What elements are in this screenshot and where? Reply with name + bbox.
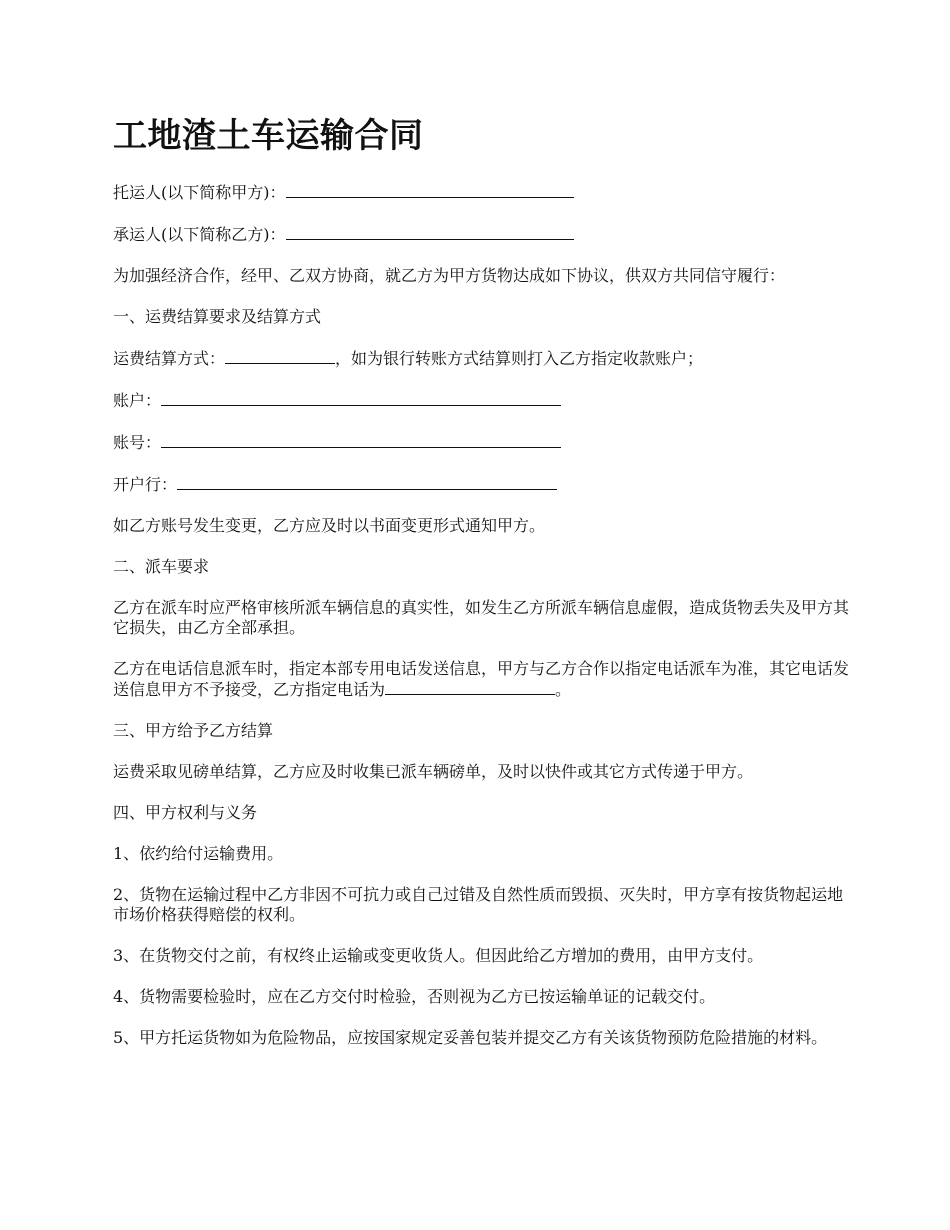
carrier-blank: [286, 224, 574, 240]
dispatch-p2-suffix: 。: [555, 680, 572, 699]
list-item: 3、在货物交付之前，有权终止运输或变更收货人。但因此给乙方增加的费用，由甲方支付。: [113, 946, 764, 965]
settlement-prefix: 运费结算方式：: [113, 349, 226, 368]
account-blank: [161, 390, 561, 406]
shipper-line: [113, 182, 853, 203]
carrier-label: 承运人(以下简称乙方)：: [113, 225, 286, 244]
list-item: 4、货物需要检验时，应在乙方交付时检验，否则视为乙方已按运输单证的记载交付。: [113, 987, 716, 1006]
account-line: [113, 390, 853, 411]
list-item: 1、依约给付运输费用。: [113, 844, 284, 863]
bank-blank: [177, 474, 557, 490]
account-number-blank: [161, 432, 561, 448]
settlement-blank: [225, 348, 335, 364]
shipper-blank: [286, 182, 574, 198]
account-number-line: [113, 432, 853, 453]
document-page: [113, 112, 853, 1069]
settlement-paragraph: 运费采取见磅单结算，乙方应及时收集已派车辆磅单，及时以快件或其它方式传递于甲方。: [113, 762, 754, 781]
phone-blank: [385, 679, 555, 695]
document-title: 工地渣土车运输合同: [113, 116, 424, 156]
intro-paragraph: 为加强经济合作，经甲、乙双方协商，就乙方为甲方货物达成如下协议，供双方共同信守履行：: [113, 266, 786, 285]
bank-line: [113, 474, 853, 495]
carrier-line: [113, 224, 853, 245]
shipper-label: 托运人(以下简称甲方)：: [113, 183, 286, 202]
dispatch-paragraph-1: 乙方在派车时应严格审核所派车辆信息的真实性，如发生乙方所派车辆信息虚假，造成货物丢失及甲方其它损失，由乙方全部承担。: [113, 598, 850, 637]
dispatch-paragraph-2: [113, 659, 853, 700]
section-1-heading: 一、运费结算要求及结算方式: [113, 307, 322, 326]
section-4-heading: 四、甲方权利与义务: [113, 803, 258, 822]
account-change-paragraph: 如乙方账号发生变更，乙方应及时以书面变更形式通知甲方。: [113, 516, 546, 535]
list-item: 2、货物在运输过程中乙方非因不可抗力或自己过错及自然性质而毁损、灭失时，甲方享有按货物起运地市场价格获得赔偿的权利。: [113, 885, 844, 924]
section-3-heading: 三、甲方给予乙方结算: [113, 721, 274, 740]
section-2-heading: 二、派车要求: [113, 557, 210, 576]
settlement-suffix: ，如为银行转账方式结算则打入乙方指定收款账户；: [335, 349, 704, 368]
settlement-method-line: [113, 348, 853, 369]
account-label: 账户：: [113, 391, 162, 410]
account-number-label: 账号：: [113, 433, 162, 452]
list-item: 5、甲方托运货物如为危险物品，应按国家规定妥善包装并提交乙方有关该货物预防危险措施的材料。: [113, 1028, 828, 1047]
dispatch-p2-prefix: 乙方在电话信息派车时，指定本部专用电话发送信息，甲方与乙方合作以指定电话派车为准，其它电话发送信息甲方不予接受，乙方指定电话为: [113, 659, 850, 699]
bank-label: 开户行：: [113, 475, 178, 494]
